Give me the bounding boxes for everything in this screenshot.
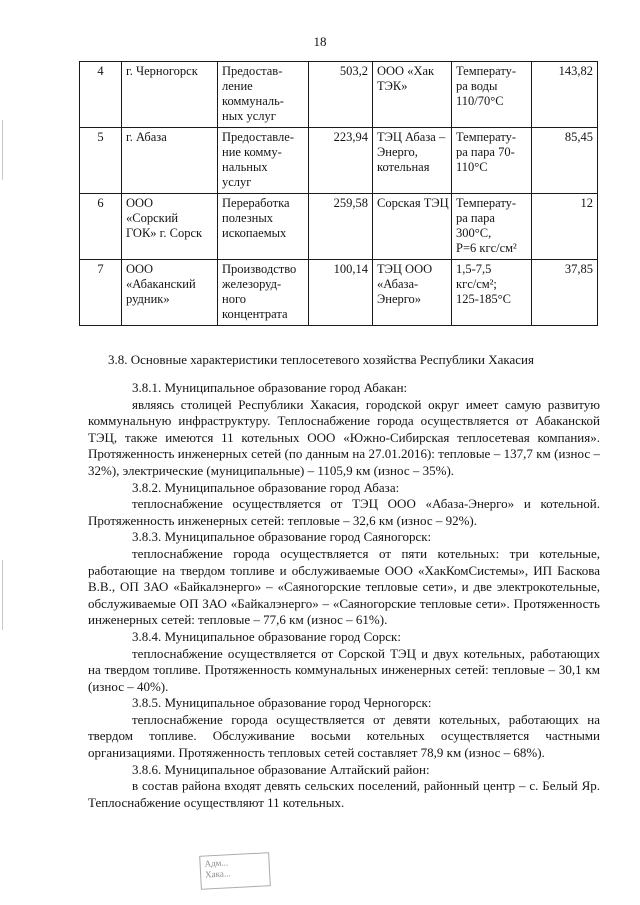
row-parameters bbox=[452, 194, 532, 260]
row-parameters bbox=[452, 62, 532, 128]
row-activity bbox=[218, 128, 309, 194]
row-place-line: г. Абаза bbox=[126, 130, 167, 144]
paragraph: теплоснабжение осуществляется от Сорской ТЭЦ и двух котельных, работающих на твердом топливе. Протяженность коммунальных инженерных сетей: тепловые – 30,1 км (износ – 40%). bbox=[88, 645, 600, 694]
stamp-line: Хака... bbox=[204, 868, 231, 880]
data-table bbox=[79, 61, 598, 326]
stamp-line: Адм... bbox=[204, 857, 229, 869]
row-activity-line: ние комму- bbox=[222, 145, 282, 159]
stamp bbox=[199, 852, 271, 890]
row-activity-line: коммуналь- bbox=[222, 94, 284, 108]
row-last-value: 12 bbox=[532, 194, 598, 260]
row-place-line: «Сорский bbox=[126, 211, 179, 225]
row-parameters-line: Температу- bbox=[456, 130, 517, 144]
row-last-value: 143,82 bbox=[532, 62, 598, 128]
row-activity-line: железоруд- bbox=[222, 277, 282, 291]
row-activity bbox=[218, 194, 309, 260]
row-activity-line: ного bbox=[222, 292, 247, 306]
row-parameters-line: кгс/см²; bbox=[456, 277, 497, 291]
row-activity-line: Переработка bbox=[222, 196, 290, 210]
row-place-line: ООО bbox=[126, 262, 154, 276]
row-number: 6 bbox=[80, 194, 122, 260]
row-place bbox=[122, 194, 218, 260]
row-source-line: котельная bbox=[377, 160, 430, 174]
subsection-heading: 3.8.2. Муниципальное образование город Абаза: bbox=[132, 479, 400, 495]
row-parameters bbox=[452, 128, 532, 194]
row-value: 100,14 bbox=[309, 260, 373, 326]
margin-mark bbox=[2, 120, 3, 180]
row-source bbox=[373, 194, 452, 260]
section-heading: 3.8. Основные характеристики теплосетевого хозяйства Республики Хакасия bbox=[108, 352, 534, 367]
row-source bbox=[373, 128, 452, 194]
row-place bbox=[122, 128, 218, 194]
row-parameters-line: 110/70°С bbox=[456, 94, 504, 108]
table-row bbox=[80, 128, 598, 194]
paragraph: теплоснабжение осуществляется от ТЭЦ ООО «Абаза-Энерго» и котельной. Протяженность инженерных сетей: тепловые – 32,6 км (износ – 92%). bbox=[88, 496, 600, 528]
row-last-value: 37,85 bbox=[532, 260, 598, 326]
row-activity-line: Предоставле- bbox=[222, 130, 294, 144]
row-activity-line: услуг bbox=[222, 175, 252, 189]
row-activity-line: полезных bbox=[222, 211, 273, 225]
row-source-line: Энерго, bbox=[377, 145, 418, 159]
row-source bbox=[373, 62, 452, 128]
subsection-heading: 3.8.1. Муниципальное образование город Абакан: bbox=[132, 380, 408, 395]
row-activity bbox=[218, 62, 309, 128]
row-source-line: Сорская ТЭЦ bbox=[377, 196, 449, 210]
row-activity-line: Предостав- bbox=[222, 64, 283, 78]
paragraph: теплоснабжение города осуществляется от пяти котельных: три котельные, работающие на твердом топливе и обслуживаемые ООО «ХакКомСистемы», ИП Баскова В.В., ОП ЗАО «Байкалэнерго» – «Саяногорские тепловые сети», и две электрокотельные, обслуживаемые ОП ЗАО «Байкалэнерго» – «Саяногорские тепловые сети». Протяженность инженерных сетей: тепловые – 77,6 км (износ – 61%). bbox=[88, 545, 600, 628]
row-place bbox=[122, 62, 218, 128]
row-parameters-line: 125-185°С bbox=[456, 292, 511, 306]
row-parameters bbox=[452, 260, 532, 326]
row-parameters-line: 1,5-7,5 bbox=[456, 262, 492, 276]
row-parameters-line: ра воды bbox=[456, 79, 498, 93]
row-activity-line: Производство bbox=[222, 262, 297, 276]
row-activity-line: ление bbox=[222, 79, 253, 93]
row-place-line: рудник» bbox=[126, 292, 170, 306]
row-parameters-line: 110°С bbox=[456, 160, 488, 174]
row-value: 503,2 bbox=[309, 62, 373, 128]
row-parameters-line: ра пара bbox=[456, 211, 495, 225]
row-source-line: ТЭК» bbox=[377, 79, 408, 93]
row-place-line: ГОК» г. Сорск bbox=[126, 226, 203, 240]
row-value: 259,58 bbox=[309, 194, 373, 260]
row-source-line: ТЭЦ Абаза – bbox=[377, 130, 446, 144]
subsection-heading: 3.8.3. Муниципальное образование город Саяногорск: bbox=[132, 529, 432, 545]
row-place-line: г. Черногорск bbox=[126, 64, 198, 78]
row-activity-line: ных услуг bbox=[222, 109, 276, 123]
body-text bbox=[88, 380, 600, 811]
subsection-heading: 3.8.4. Муниципальное образование город Сорск: bbox=[132, 628, 401, 644]
row-parameters-line: 300°С, bbox=[456, 226, 492, 240]
row-parameters-line: Температу- bbox=[456, 196, 517, 210]
row-activity-line: ископаемых bbox=[222, 226, 287, 240]
paragraph: в состав района входят девять сельских поселений, районный центр – с. Белый Яр. Теплоснабжение осуществляют 11 котельных. bbox=[88, 778, 600, 810]
subsection-heading: 3.8.6. Муниципальное образование Алтайский район: bbox=[132, 761, 430, 777]
subsection-heading: 3.8.5. Муниципальное образование город Черногорск: bbox=[132, 695, 432, 711]
row-source-line: «Абаза- bbox=[377, 277, 419, 291]
row-number: 4 bbox=[80, 62, 122, 128]
row-number: 5 bbox=[80, 128, 122, 194]
paragraph: теплоснабжение города осуществляется от девяти котельных, работающих на твердом топливе. Обслуживание восьми котельных осуществляется частными организациями. Протяженность тепловых сетей составляет 78,9 км (износ – 68%). bbox=[88, 711, 600, 761]
paragraph: являясь столицей Республики Хакасия, городской округ имеет самую развитую коммунальную инфраструктуру. Теплоснабжение города осуществляется от Абаканской ТЭЦ, также имеются 11 котельных ООО «Южно-Сибирская теплосетевая компания». Протяженность инженерных сетей (по данным на 27.01.2016): тепловые – 137,7 км (износ – 32%), электрические (муниципальные) – 1105,9 км (износ – 35%). bbox=[88, 396, 600, 478]
margin-mark bbox=[2, 560, 3, 630]
row-parameters-line: ра пара 70- bbox=[456, 145, 515, 159]
row-source bbox=[373, 260, 452, 326]
row-value: 223,94 bbox=[309, 128, 373, 194]
row-place-line: «Абаканский bbox=[126, 277, 196, 291]
page-number: 18 bbox=[313, 34, 327, 49]
row-source-line: Энерго» bbox=[377, 292, 422, 306]
row-parameters-line: Р=6 кгс/см² bbox=[456, 241, 517, 255]
row-activity-line: нальных bbox=[222, 160, 268, 174]
row-place bbox=[122, 260, 218, 326]
row-source-line: ООО «Хак bbox=[377, 64, 435, 78]
table-row bbox=[80, 194, 598, 260]
row-place-line: ООО bbox=[126, 196, 154, 210]
table-row bbox=[80, 62, 598, 128]
table-row bbox=[80, 260, 598, 326]
row-parameters-line: Температу- bbox=[456, 64, 517, 78]
row-activity-line: концентрата bbox=[222, 307, 288, 321]
row-activity bbox=[218, 260, 309, 326]
row-source-line: ТЭЦ ООО bbox=[377, 262, 433, 276]
row-last-value: 85,45 bbox=[532, 128, 598, 194]
row-number: 7 bbox=[80, 260, 122, 326]
